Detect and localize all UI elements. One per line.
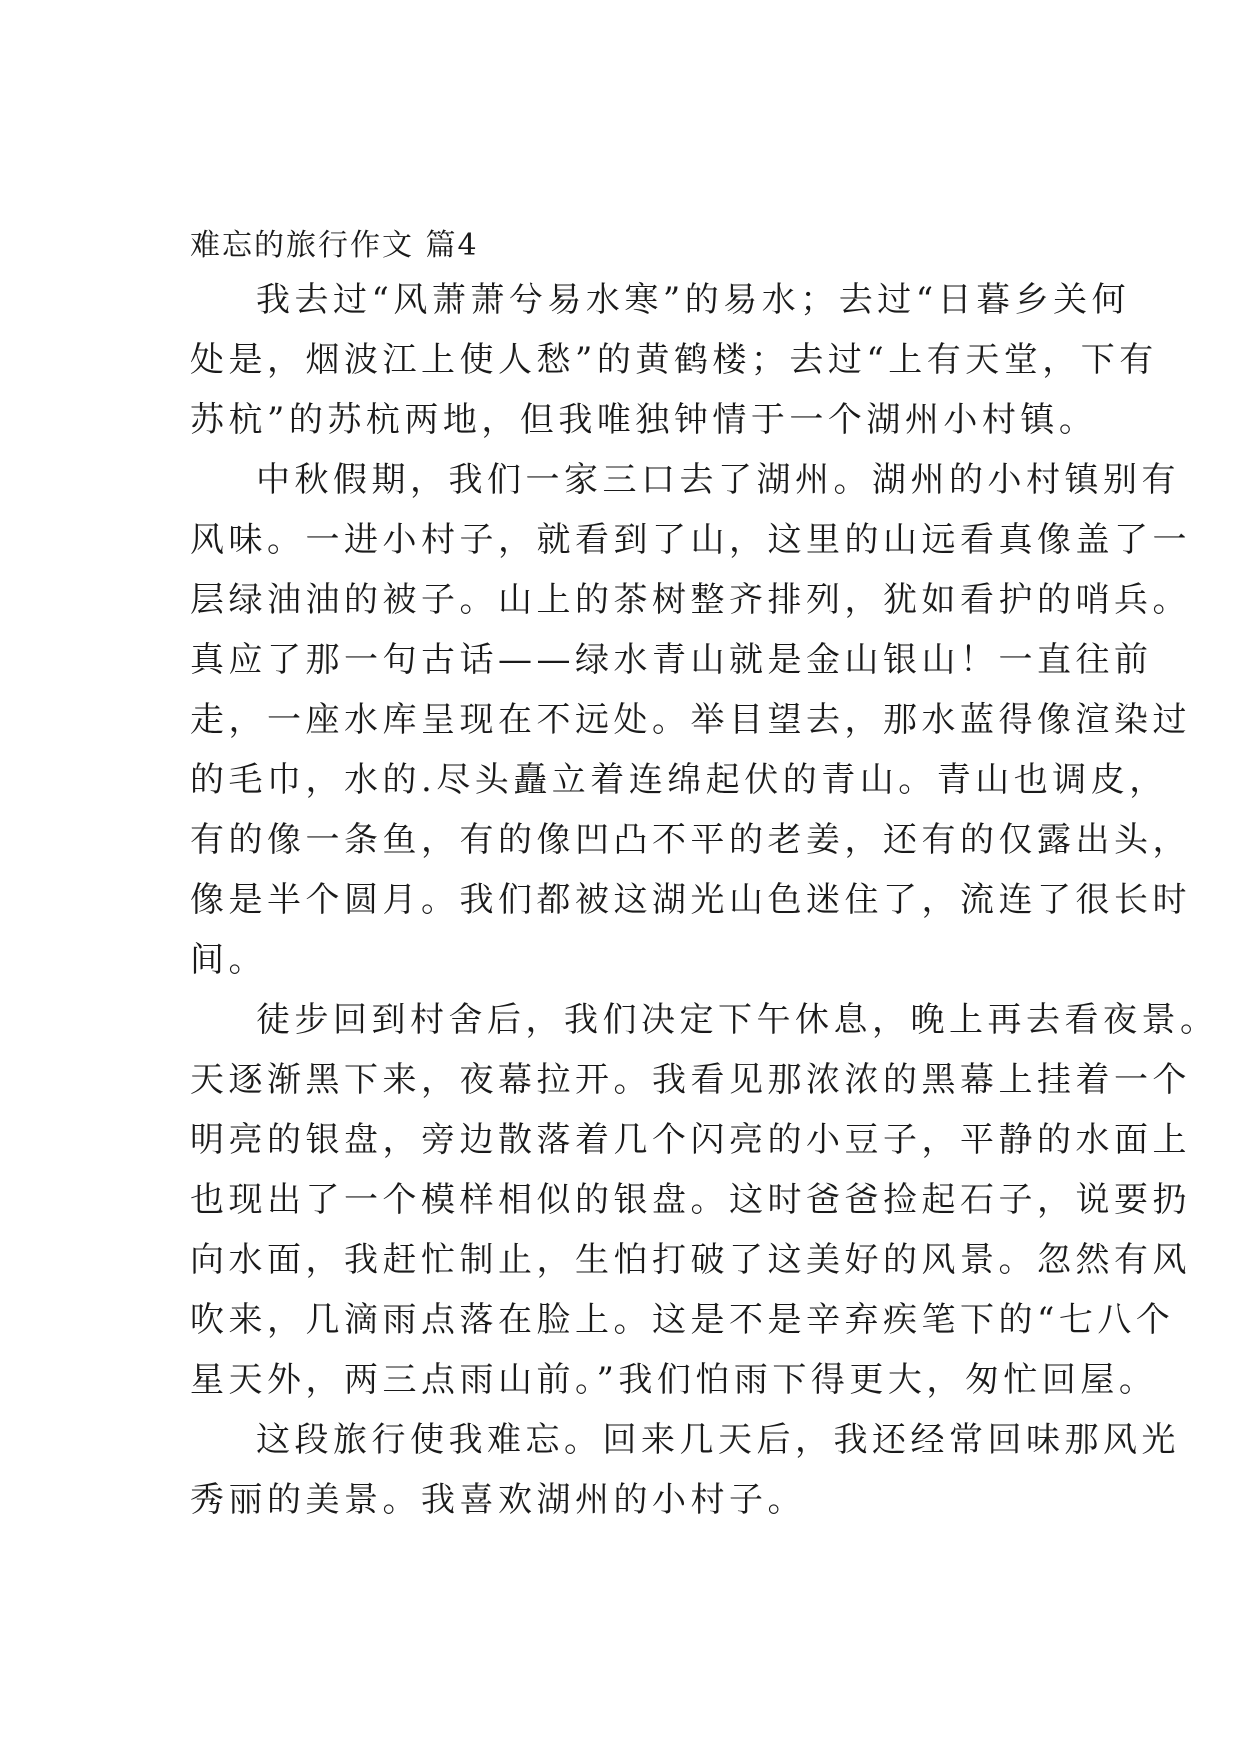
paragraph-line: 的毛巾，水的.尽头矗立着连绵起伏的青山。青山也调皮，: [190, 760, 1168, 800]
paragraph-line: 间。: [190, 940, 267, 980]
paragraph-line: 我去过“风萧萧兮易水寒”的易水；去过“日暮乡关何: [256, 280, 1131, 320]
paragraph-line: 真应了那一句古话——绿水青山就是金山银山！一直往前: [190, 640, 1153, 680]
paragraph-line: 层绿油油的被子。山上的茶树整齐排列，犹如看护的哨兵。: [190, 580, 1191, 620]
paragraph-line: 星天外，两三点雨山前。”我们怕雨下得更大，匆忙回屋。: [190, 1360, 1158, 1400]
paragraph-line: 这段旅行使我难忘。回来几天后，我还经常回味那风光: [256, 1420, 1180, 1460]
paragraph-line: 有的像一条鱼，有的像凹凸不平的老姜，还有的仅露出头，: [190, 820, 1191, 860]
document-title: 难忘的旅行作文 篇4: [190, 228, 479, 263]
paragraph-line: 处是，烟波江上使人愁”的黄鹤楼；去过“上有天堂，下有: [190, 340, 1158, 380]
paragraph-line: 秀丽的美景。我喜欢湖州的小村子。: [190, 1480, 806, 1520]
paragraph-line: 像是半个圆月。我们都被这湖光山色迷住了，流连了很长时: [190, 880, 1191, 920]
paragraph-line: 徒步回到村舍后，我们决定下午休息，晚上再去看夜景。: [256, 1000, 1219, 1040]
paragraph-line: 向水面，我赶忙制止，生怕打破了这美好的风景。忽然有风: [190, 1240, 1191, 1280]
paragraph-line: 风味。一进小村子，就看到了山，这里的山远看真像盖了一: [190, 520, 1191, 560]
paragraph-line: 走，一座水库呈现在不远处。举目望去，那水蓝得像渲染过: [190, 700, 1191, 740]
paragraph-line: 也现出了一个模样相似的银盘。这时爸爸捡起石子，说要扔: [190, 1180, 1191, 1220]
paragraph-line: 明亮的银盘，旁边散落着几个闪亮的小豆子，平静的水面上: [190, 1120, 1191, 1160]
paragraph-line: 吹来，几滴雨点落在脸上。这是不是辛弃疾笔下的“七八个: [190, 1300, 1175, 1340]
paragraph-line: 中秋假期，我们一家三口去了湖州。湖州的小村镇别有: [256, 460, 1180, 500]
paragraph-line: 苏杭”的苏杭两地，但我唯独钟情于一个湖州小村镇。: [190, 400, 1098, 440]
paragraph-line: 天逐渐黑下来，夜幕拉开。我看见那浓浓的黑幕上挂着一个: [190, 1060, 1191, 1100]
